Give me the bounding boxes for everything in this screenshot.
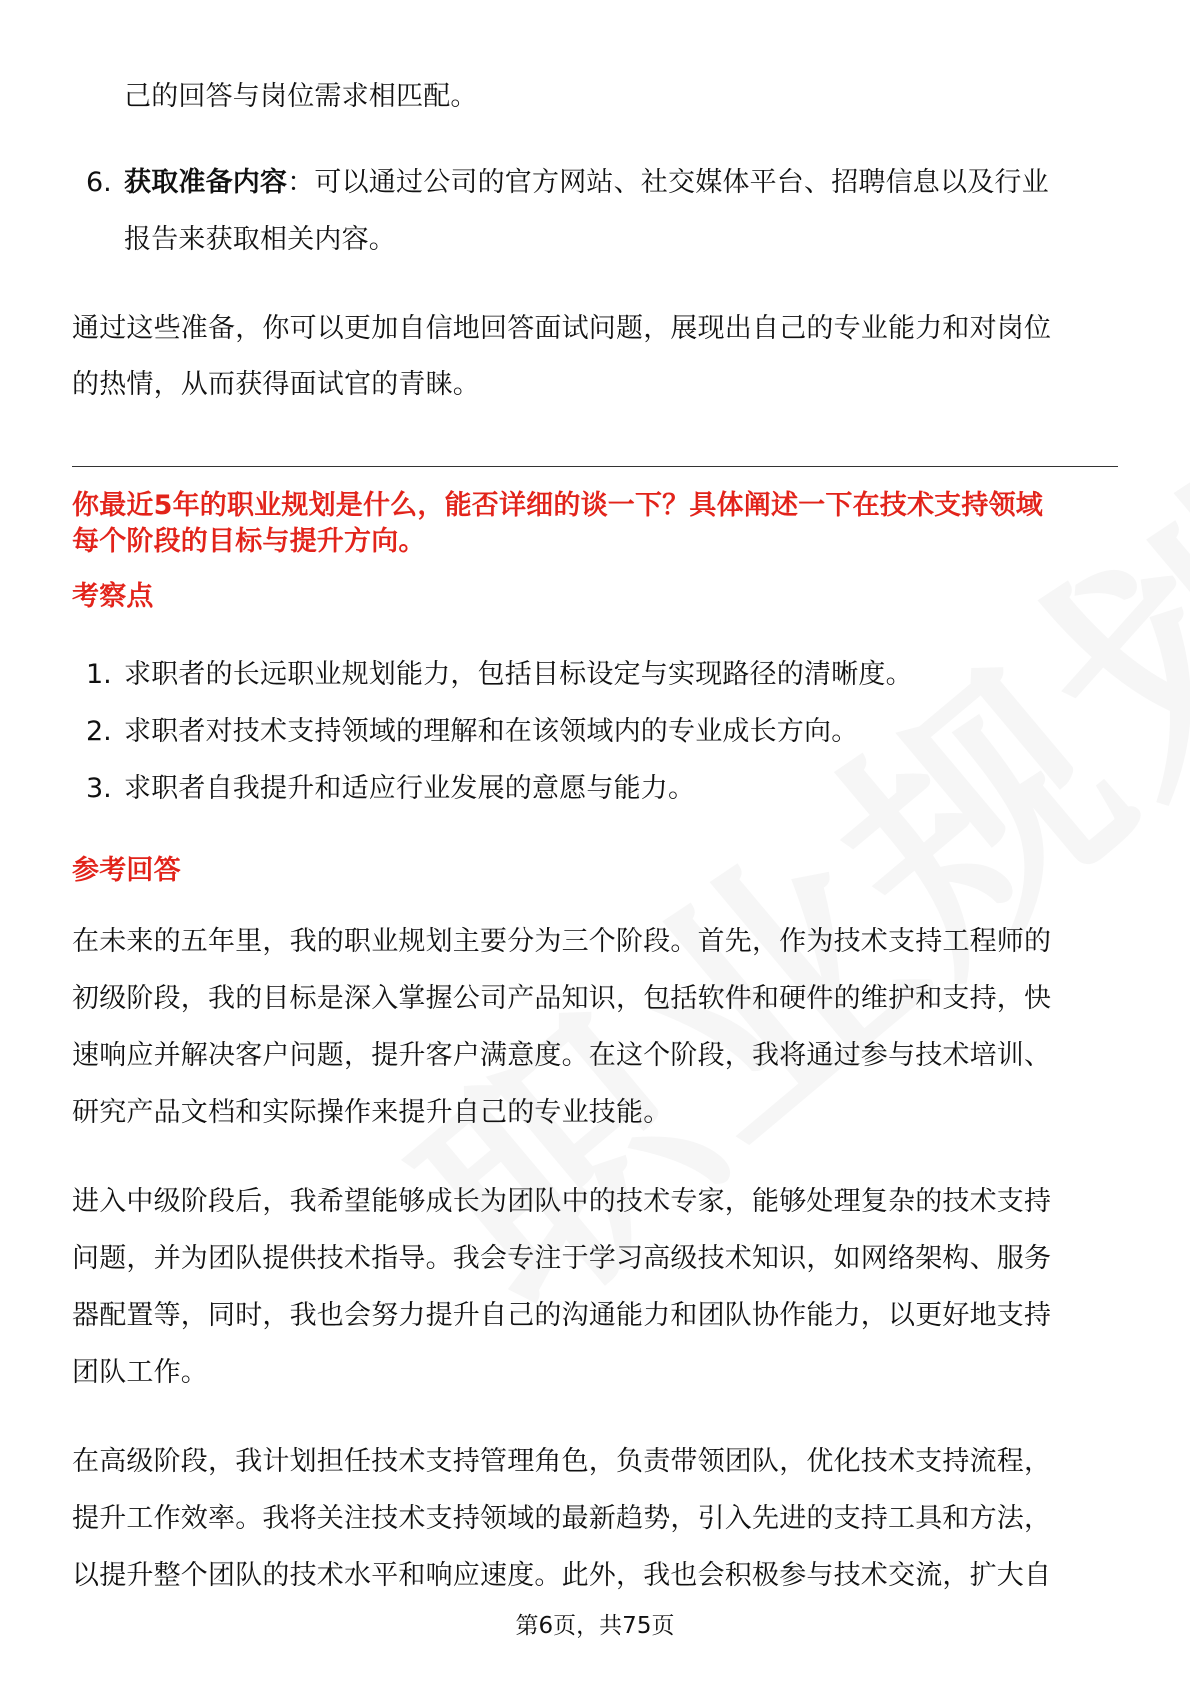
section-divider [72, 466, 1118, 467]
exam-points-heading: 考察点 [72, 581, 154, 612]
list-item: 求职者对技术支持领域的理解和在该领域内的专业成长方向。 [124, 716, 859, 747]
list-item-number: 6. [86, 167, 112, 198]
list-item-number: 2. [86, 716, 112, 747]
list-item-text-continued: 报告来获取相关内容。 [124, 224, 396, 255]
answer-line: 器配置等，同时，我也会努力提升自己的沟通能力和团队协作能力，以更好地支持 [72, 1300, 1052, 1331]
list-item-title: 获取准备内容 [124, 167, 288, 198]
question-line: 你最近5年的职业规划是什么，能否详细的谈一下？具体阐述一下在技术支持领域 [72, 490, 1043, 521]
answer-line: 初级阶段，我的目标是深入掌握公司产品知识，包括软件和硬件的维护和支持，快 [72, 983, 1052, 1014]
answer-line: 进入中级阶段后，我希望能够成长为团队中的技术专家，能够处理复杂的技术支持 [72, 1186, 1052, 1217]
answer-line: 提升工作效率。我将关注技术支持领域的最新趋势，引入先进的支持工具和方法， [72, 1503, 1052, 1534]
list-item-number: 1. [86, 659, 112, 690]
list-item-6 [124, 164, 1049, 202]
question-line: 每个阶段的目标与提升方向。 [72, 526, 426, 557]
continuation-line: 己的回答与岗位需求相匹配。 [124, 81, 478, 112]
reference-answer-heading: 参考回答 [72, 855, 181, 886]
watermark [336, 397, 1190, 1377]
answer-line: 问题，并为团队提供技术指导。我会专注于学习高级技术知识，如网络架构、服务 [72, 1243, 1052, 1274]
answer-line: 以提升整个团队的技术水平和响应速度。此外，我也会积极参与技术交流，扩大自 [72, 1560, 1052, 1591]
list-item: 求职者的长远职业规划能力，包括目标设定与实现路径的清晰度。 [124, 659, 913, 690]
answer-line: 团队工作。 [72, 1357, 208, 1388]
answer-line: 研究产品文档和实际操作来提升自己的专业技能。 [72, 1097, 671, 1128]
page-number: 第6页，共75页 [515, 1613, 675, 1639]
list-item-text: ：可以通过公司的官方网站、社交媒体平台、招聘信息以及行业 [287, 167, 1049, 198]
list-item: 求职者自我提升和适应行业发展的意愿与能力。 [124, 773, 696, 804]
answer-line: 在高级阶段，我计划担任技术支持管理角色，负责带领团队，优化技术支持流程， [72, 1446, 1052, 1477]
list-item-number: 3. [86, 773, 112, 804]
answer-line: 速响应并解决客户问题，提升客户满意度。在这个阶段，我将通过参与技术培训、 [72, 1040, 1052, 1071]
answer-line: 在未来的五年里，我的职业规划主要分为三个阶段。首先，作为技术支持工程师的 [72, 926, 1052, 957]
summary-line: 通过这些准备，你可以更加自信地回答面试问题，展现出自己的专业能力和对岗位 [72, 313, 1052, 344]
summary-line: 的热情，从而获得面试官的青睐。 [72, 369, 480, 400]
